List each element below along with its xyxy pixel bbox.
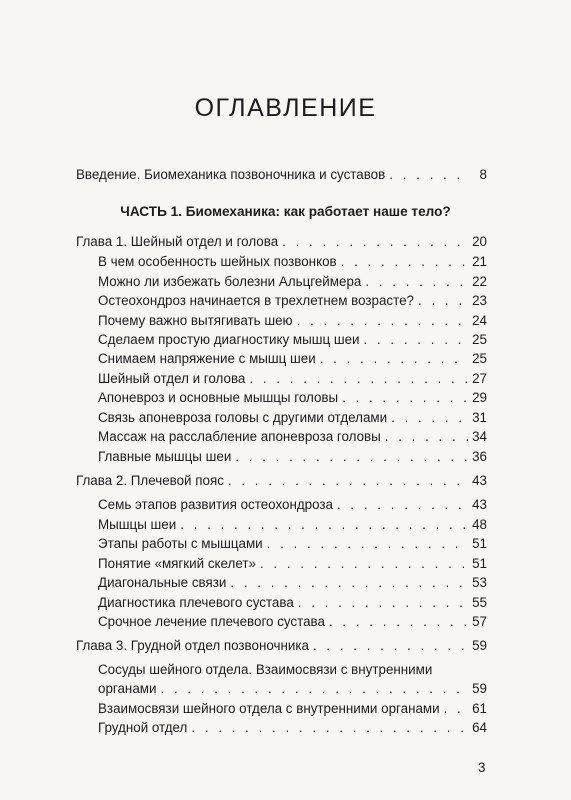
toc-entry-page: 25: [472, 351, 487, 366]
toc-entry-page: 24: [472, 313, 487, 328]
leader-dots: [282, 233, 468, 251]
toc-entry: [98, 535, 487, 553]
toc-entry-intro: [76, 166, 487, 184]
toc-entry-text: Семь этапов развития остеохондроза: [98, 497, 333, 512]
leader-dots: [313, 637, 468, 655]
toc-entry-page: 25: [472, 332, 487, 347]
toc-chapter-1: [76, 233, 487, 251]
toc-chapter-3: [76, 637, 487, 655]
leader-dots: [298, 594, 468, 612]
toc-entry-text: Введение. Биомеханика позвоночника и суставов: [76, 167, 386, 182]
toc-entry-text: Понятие «мягкий скелет»: [98, 556, 256, 571]
leader-dots: [228, 472, 468, 490]
toc-entry-page: 48: [472, 517, 487, 532]
toc-entry: [98, 700, 487, 718]
toc-entry-page: 57: [472, 614, 487, 629]
toc-entry-page: 43: [472, 497, 487, 512]
leader-dots: [160, 680, 468, 698]
toc-entry-page: 23: [472, 293, 487, 308]
toc-entry: [98, 448, 487, 466]
toc-entry: [98, 428, 487, 446]
toc-entry: [98, 253, 487, 271]
toc-entry-text: Мышцы шеи: [98, 517, 177, 532]
toc-entry-text: Срочное лечение плечевого сустава: [98, 614, 325, 629]
toc-entry: [98, 594, 487, 612]
toc-entry: [98, 350, 487, 368]
leader-dots: [418, 292, 468, 310]
toc-entry: [98, 574, 487, 592]
toc-entry: [98, 409, 487, 427]
toc-entry: [98, 292, 487, 310]
leader-dots: [391, 409, 468, 427]
toc-entry-text: Взаимосвязи шейного отдела с внутренними органами: [98, 701, 440, 716]
toc-entry: [98, 273, 487, 291]
leader-dots: [191, 719, 468, 737]
toc-entry-page: 20: [472, 234, 487, 249]
toc-entry: [98, 312, 487, 330]
toc-entry: [98, 370, 487, 388]
toc-entry-page: 59: [472, 638, 487, 653]
toc-entry: [98, 389, 487, 407]
toc-entry: [98, 719, 487, 737]
toc-entry-page: 59: [472, 681, 487, 696]
toc-entry-text: Снимаем напряжение с мышц шеи: [98, 351, 316, 366]
leader-dots: [230, 574, 468, 592]
toc-entry-page: 55: [472, 595, 487, 610]
leader-dots: [329, 613, 468, 631]
toc-entry-page: 51: [472, 556, 487, 571]
toc-entry: [98, 555, 487, 573]
leader-dots: [341, 253, 468, 271]
leader-dots: [249, 370, 468, 388]
toc-entry-text: органами: [98, 681, 157, 696]
toc-entry-page: 36: [472, 449, 487, 464]
leader-dots: [342, 389, 468, 407]
toc-entry-page: 61: [472, 701, 487, 716]
toc-entry-text: Грудной отдел: [98, 720, 188, 735]
toc-entry-text: Связь апоневроза головы с другими отделами: [98, 410, 388, 425]
leader-dots: [337, 496, 468, 514]
toc-entry-text: Сделаем простую диагностику мышц шеи: [98, 332, 360, 347]
toc-entry-page: 51: [472, 536, 487, 551]
leader-dots: [297, 312, 469, 330]
toc-entry-text: Апоневроз и основные мышцы головы: [98, 390, 339, 405]
toc-entry-page: 29: [472, 390, 487, 405]
leader-dots: [260, 555, 468, 573]
leader-dots: [389, 166, 469, 184]
leader-dots: [364, 331, 469, 349]
leader-dots: [235, 448, 468, 466]
toc-entry-text: Можно ли избежать болезни Альцгеймера: [98, 274, 362, 289]
part-heading: ЧАСТЬ 1. Биомеханика: как работает наше тело?: [120, 204, 451, 219]
toc-entry-page: 53: [472, 575, 487, 590]
toc-entry-page: 8: [479, 167, 487, 182]
leader-dots: [320, 350, 468, 368]
page-number: 3: [478, 760, 486, 775]
toc-entry-page: 22: [472, 274, 487, 289]
toc-entry-text: Диагональные связи: [98, 575, 227, 590]
toc-entry-text: Главные мышцы шеи: [98, 449, 232, 464]
toc-entry-page: 27: [472, 371, 487, 386]
toc-entry-page: 21: [472, 254, 487, 269]
toc-entry-text: В чем особенность шейных позвонков: [98, 254, 337, 269]
page-title: ОГЛАВЛЕНИЕ: [194, 94, 377, 122]
toc-entry: [98, 613, 487, 631]
toc-entry-page: 31: [472, 410, 487, 425]
leader-dots: [365, 273, 468, 291]
toc-entry: [98, 680, 487, 698]
leader-dots: [385, 428, 468, 446]
toc-entry-text: Шейный отдел и голова: [98, 371, 246, 386]
toc-entry-text: Почему важно вытягивать шею: [98, 313, 293, 328]
toc-entry-text: Остеохондроз начинается в трехлетнем возрасте?: [98, 293, 414, 308]
toc-entry-page: 34: [472, 429, 487, 444]
toc-chapter-title: Глава 1. Шейный отдел и голова: [76, 234, 279, 249]
leader-dots: [444, 700, 469, 718]
toc-entry-text-line1: Сосуды шейного отдела. Взаимосвязи с внутренними: [98, 662, 433, 677]
toc-entry: [98, 496, 487, 514]
toc-entry: [98, 516, 487, 534]
toc-entry-text: Массаж на расслабление апоневроза головы: [98, 429, 381, 444]
toc-chapter-2: [76, 472, 487, 490]
toc-entry-text: Диагностика плечевого сустава: [98, 595, 294, 610]
leader-dots: [267, 535, 468, 553]
toc-chapter-title: Глава 3. Грудной отдел позвоночника: [76, 638, 309, 653]
toc-entry-text: Этапы работы с мышцами: [98, 536, 263, 551]
leader-dots: [180, 516, 468, 534]
toc-entry: [98, 331, 487, 349]
toc-chapter-title: Глава 2. Плечевой пояс: [76, 473, 224, 488]
toc-entry-page: 64: [472, 720, 487, 735]
toc-entry-page: 43: [472, 473, 487, 488]
